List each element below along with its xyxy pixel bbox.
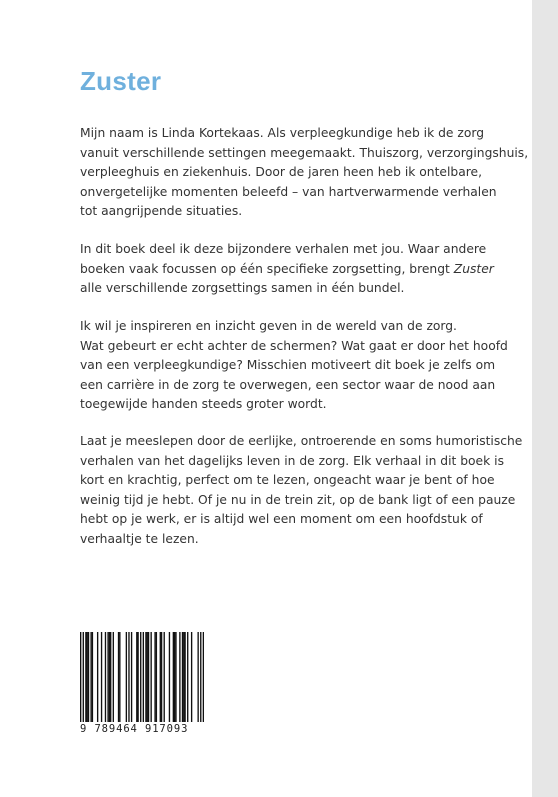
text-line: Wat gebeurt er echt achter de schermen? Wat gaat er door het hoofd: [80, 338, 508, 353]
text-line: alle verschillende zorgsettings samen in één bundel.: [80, 281, 405, 296]
barcode-bar: [161, 632, 162, 722]
barcode-bar: [119, 632, 120, 722]
text-line: een carrière in de zorg te overwegen, een sector waar de nood aan: [80, 377, 496, 392]
barcode-bar: [164, 632, 165, 722]
barcode-bar: [88, 632, 89, 722]
barcode-bar: [145, 632, 146, 722]
text-line: verhalen van het dagelijks leven in de zorg. Elk verhaal in dit boek is: [80, 453, 504, 468]
barcode-bar: [87, 632, 88, 722]
barcode-bar: [147, 632, 148, 722]
text-line: verhaaltje te lezen.: [80, 531, 199, 546]
barcode-bar: [173, 632, 174, 722]
barcode-bar: [143, 632, 144, 722]
barcode-bar: [128, 632, 129, 722]
barcode-bar: [90, 632, 91, 722]
barcode-bar: [110, 632, 111, 722]
text-line: Ik wil je inspireren en inzicht geven in de wereld van de zorg.: [80, 319, 457, 333]
text-line: verpleeghuis en ziekenhuis. Door de jaren heen heb ik ontelbare,: [80, 165, 482, 180]
barcode-bar: [131, 632, 132, 722]
barcode-bar: [137, 632, 138, 722]
text-line: hebt op je werk, er is altijd wel een moment om een hoofdstuk of: [80, 512, 483, 527]
text-line: onvergetelijke momenten beleefd – van hartverwarmende verhalen: [80, 184, 497, 199]
barcode-bar: [156, 632, 157, 722]
paragraph-inspire: [80, 317, 520, 415]
spine-edge: [532, 0, 558, 797]
barcode-bar: [97, 632, 98, 722]
barcode-bar: [191, 632, 192, 722]
isbn-number: 9 789464 917093: [80, 723, 189, 735]
barcode-bar: [183, 632, 184, 722]
paragraph-stories: [80, 432, 523, 550]
barcode-bar: [136, 632, 137, 722]
barcode-bar: [148, 632, 149, 722]
barcode-bar: [187, 632, 188, 722]
barcode-bar: [140, 632, 141, 722]
barcode-bar: [203, 632, 204, 722]
text-line: In dit boek deel ik deze bijzondere verhalen met jou. Waar andere: [80, 242, 487, 256]
barcode-bar: [107, 632, 108, 722]
text-line: tot aangrijpende situaties.: [80, 204, 243, 219]
barcode-bar: [101, 632, 102, 722]
barcode-bar: [184, 632, 185, 722]
text-line: [80, 260, 520, 280]
text-line: weinig tijd je hebt. Of je nu in de trein zit, op de bank ligt of een pauze: [80, 492, 516, 507]
text-line: vanuit verschillende settingen meegemaakt. Thuiszorg, verzorgingshuis,: [80, 145, 529, 160]
text-line: toegewijde handen steeds groter wordt.: [80, 397, 327, 412]
text-segment: boeken vaak focussen op één specifieke zorgsetting, brengt: [80, 261, 450, 276]
text-line: van een verpleegkundige? Misschien motiveert dit boek je zelfs om: [80, 358, 496, 373]
barcode-bar: [197, 632, 198, 722]
barcode-bar: [80, 632, 81, 722]
barcode-bar: [182, 632, 183, 722]
paragraph-intro: [80, 124, 529, 222]
barcode-bar: [126, 632, 127, 722]
italic-title: Zuster: [453, 261, 494, 276]
barcode-bar: [85, 632, 86, 722]
barcode-bar: [174, 632, 175, 722]
paragraph-book: [80, 240, 520, 299]
text-line: Mijn naam is Linda Kortekaas. Als verpleegkundige heb ik de zorg: [80, 126, 485, 140]
barcode-bar: [169, 632, 170, 722]
barcode-bar: [200, 632, 201, 722]
barcode-bar: [118, 632, 119, 722]
book-title: Zuster: [80, 66, 162, 96]
barcode-bar: [150, 632, 151, 722]
barcode-bar: [154, 632, 155, 722]
barcode-bar: [160, 632, 161, 722]
barcode-icon: [80, 632, 204, 722]
barcode-bar: [113, 632, 114, 722]
barcode-bar: [179, 632, 180, 722]
barcode-bar: [105, 632, 106, 722]
barcode-bar: [83, 632, 84, 722]
text-line: Laat je meeslepen door de eerlijke, ontroerende en soms humoristische: [80, 434, 523, 448]
isbn-barcode: [80, 632, 204, 735]
barcode-bar: [109, 632, 110, 722]
text-line: kort en krachtig, perfect om te lezen, ongeacht waar je bent of hoe: [80, 473, 495, 488]
barcode-bar: [92, 632, 93, 722]
barcode-bar: [175, 632, 176, 722]
